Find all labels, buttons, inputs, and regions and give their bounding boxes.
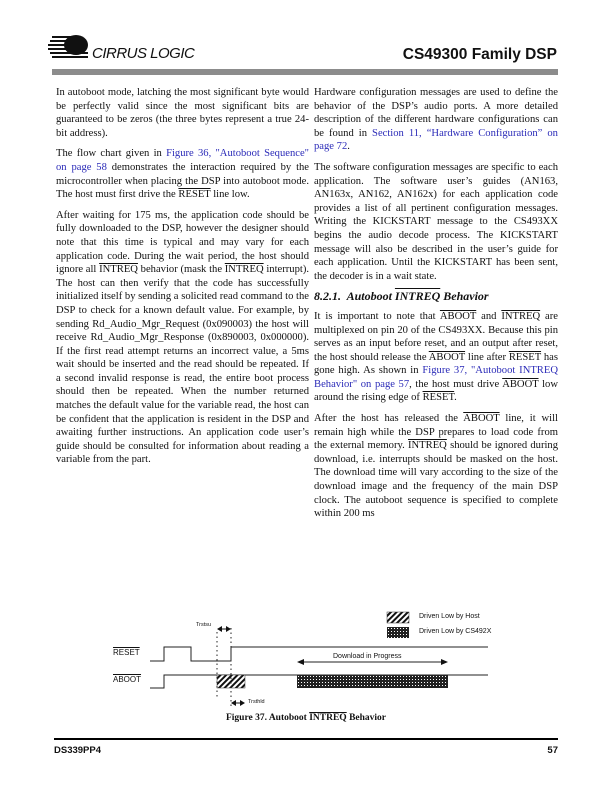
paragraph: After the host has released the ABOOT line, it will remain high while the DSP prepares to load code from the external memory. INTREQ should be ignored during download, i.e. interrupts should be masked on the host. The download time will vary according to the size of the download image and the frequency of the main DSP clock. The autoboot sequence is specified to complete within 200 ms xyxy=(314,413,559,520)
download-label: Download in Progress xyxy=(333,653,402,660)
t-setup-label: Trstsu xyxy=(196,622,212,628)
paragraph: Hardware configuration messages are used to define the behavior of the DSP’s audio ports. A more detailed description of the different hardware configurations can be found in Section 11, “Hardware Configuration” on page 72. xyxy=(314,87,558,153)
timing-waveforms xyxy=(0,600,612,730)
aboot-signal-label: ABOOT xyxy=(113,675,142,684)
document-id: DS339PP4 xyxy=(54,745,102,756)
left-column xyxy=(56,86,309,474)
legend-host-label: Driven Low by Host xyxy=(419,613,480,620)
logo-swoosh-icon xyxy=(48,34,94,62)
section-heading: 8.2.1. Autoboot INTREQ Behavior xyxy=(314,289,489,304)
paragraph: After waiting for 175 ms, the application code should be fully downloaded to the DSP, however the designer should note that this time is typical and may vary for each application code. During the wait period, the host should ignore all INTREQ behavior (mask the INTREQ interrupt). The host can then verify that the code has successfully initialized itself by sending a solicited read command to the DSP to check for a known default value. For example, by sending Rd_Audio_Mgr_Request (0x090003) the host will receive Rd_Audio_Mgr_Response (0x890003, 0x000000). If the first read attempt returns an incorrect value, a 5ms wait should be inserted and the read should be repeated. If a second invalid response is read, the entire boot process should then be repeated. When the number returned matches the default value for the variable read, the host can be confident that the application is resident in the DSP and awaiting further instructions. An application code user’s guide should be consulted for information about reading a variable from the part. xyxy=(56,209,309,466)
paragraph: It is important to note that ABOOT and INTREQ are multiplexed on pin 20 of the CS493XX. Because this pin serves as an input before reset, and an output after reset, the host should release the ABOOT line after RESET has gone high. As shown in Figure 37, "Autoboot INTREQ Behavior" on page 57, the host must drive ABOOT low around the rising edge of RESET. xyxy=(314,310,559,404)
legend-dsp-label: Driven Low by CS492X xyxy=(419,628,492,635)
paragraph: The flow chart given in Figure 36, "Autoboot Sequence" on page 58 demonstrates the interaction required by the microcontroller when placing the DSP into autoboot mode. The host must first drive the RESET line low. xyxy=(56,148,310,201)
document-title: CS49300 Family DSP xyxy=(402,46,557,63)
section-11-link[interactable]: Section 11, “Hardware Configuration” on page 72 xyxy=(314,127,558,153)
footer-rule xyxy=(54,738,558,740)
header-rule xyxy=(52,69,558,75)
logo-text: CIRRUS LOGIC xyxy=(92,45,195,62)
page-number: 57 xyxy=(547,745,558,756)
cirrus-logic-logo xyxy=(48,34,228,64)
reset-signal-label: RESET xyxy=(113,648,140,657)
right-column xyxy=(314,86,558,528)
t-hold-label: Trsthld xyxy=(248,699,265,705)
figure-caption: Figure 37. Autoboot INTREQ Behavior xyxy=(225,713,387,723)
figure-37-link[interactable]: Figure 37, "Autoboot INTREQ Behavior" on page 57 xyxy=(314,365,558,390)
timing-diagram xyxy=(0,600,612,730)
figure-36-link[interactable]: Figure 36, "Autoboot Sequence" on page 58 xyxy=(56,148,309,173)
paragraph: In autoboot mode, latching the most significant byte would be perfectly valid since the most significant bits are guaranteed to be zeros (the three bytes represent a true 24-bit address). xyxy=(56,87,309,139)
paragraph: The software configuration messages are specific to each application. The software user’s guides (AN163, AN163x, AN162, AN162x) for each application code provides a list of all pertinent configuration messages. Writing the KICKSTART message to the CS493XX begins the audio decode process. The KICKSTART message will also be described in the user’s guide for each application. Until the KICKSTART has been sent, the decoder is in a wait state. xyxy=(314,161,558,282)
